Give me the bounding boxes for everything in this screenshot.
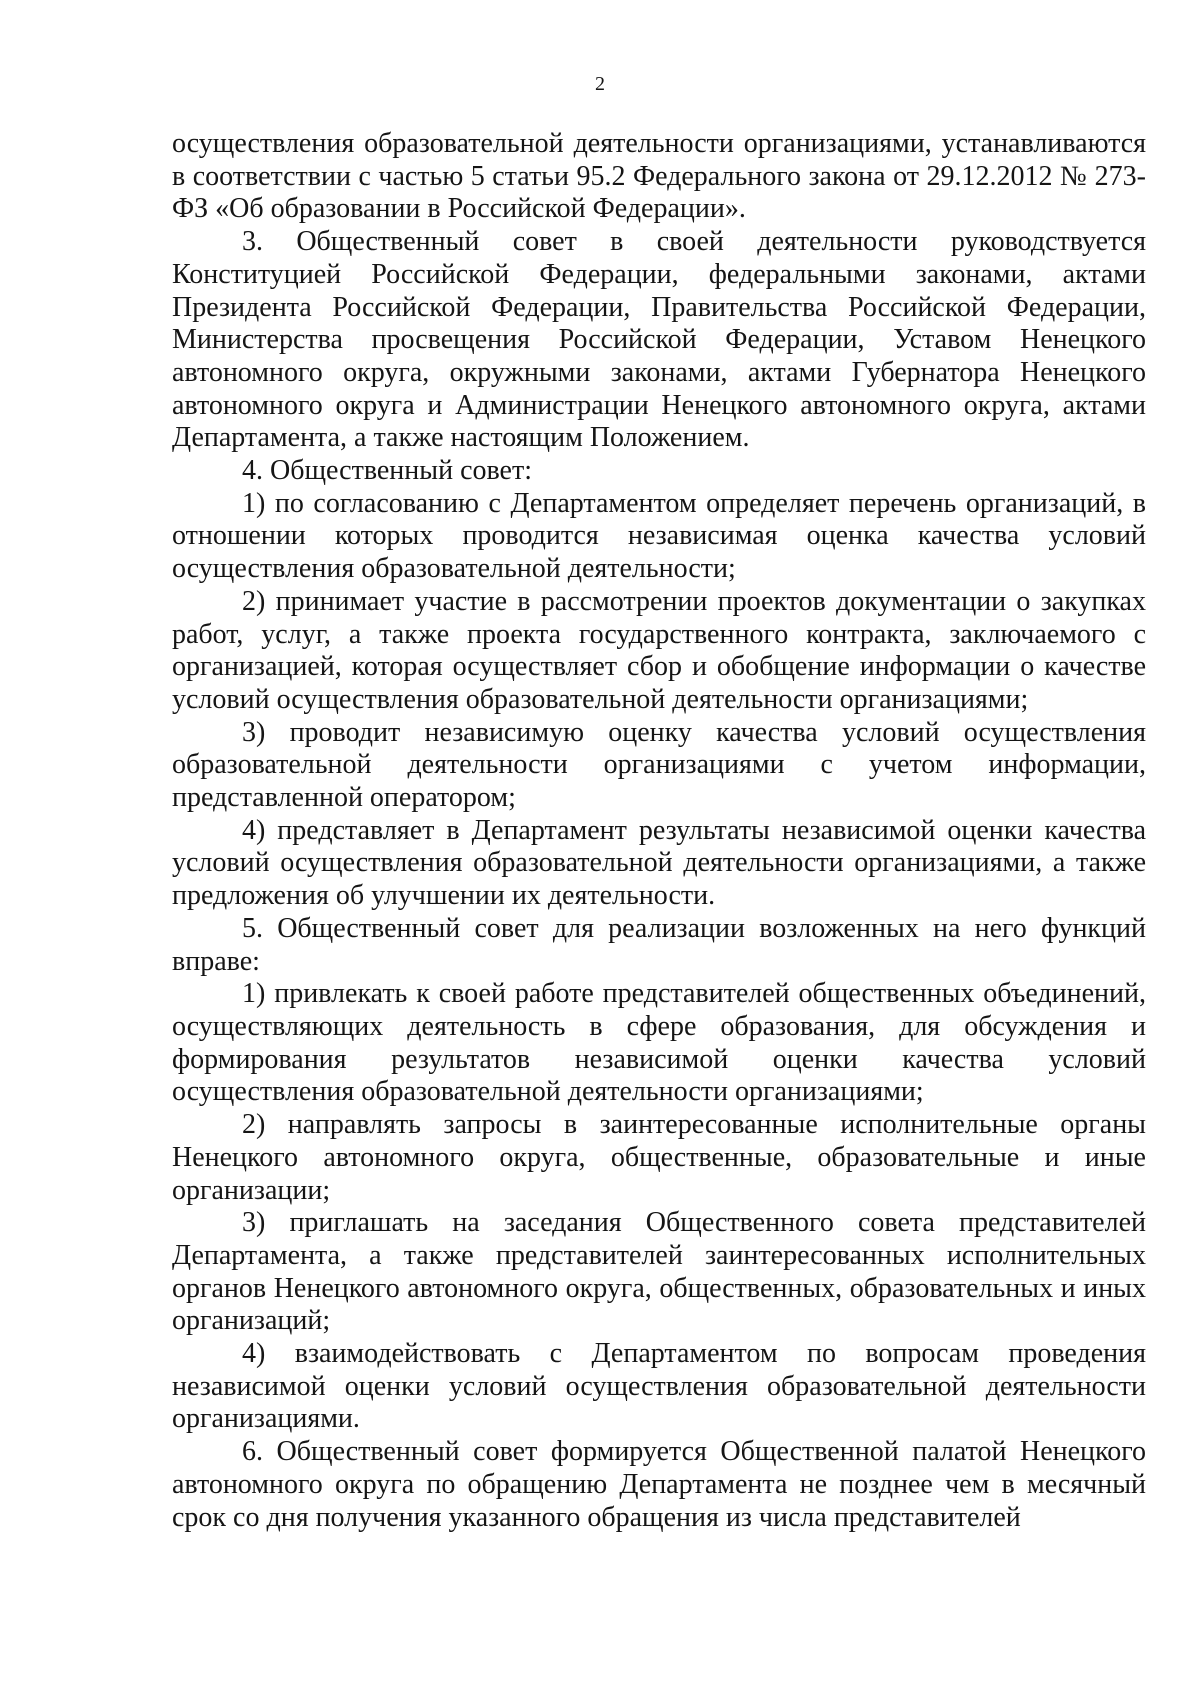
document-body <box>172 128 1146 1534</box>
paragraph-item-4-1: 1) по согласованию с Департаментом определяет перечень организаций, в отношении которых проводится независимая оценка качества условий осуществления образовательной деятельности; <box>172 487 1146 585</box>
paragraph-item-3: 3. Общественный совет в своей деятельности руководствуется Конституцией Российской Федерации, федеральными законами, актами Президента Российской Федерации, Правительства Российской Федерации, Министерства просвещения Российской Федерации, Уставом Ненецкого автономного округа, окружными законами, актами Губернатора Ненецкого автономного округа и Администрации Ненецкого автономного округа, актами Департамента, а также настоящим Положением. <box>172 226 1146 454</box>
paragraph-item-5-4: 4) взаимодействовать с Департаментом по вопросам проведения независимой оценки условий осуществления образовательной деятельности организациями. <box>172 1338 1146 1435</box>
paragraph-item-5-3: 3) приглашать на заседания Общественного совета представителей Департамента, а также представителей заинтересованных исполнительных органов Ненецкого автономного округа, общественных, образовательных и иных организаций; <box>172 1207 1146 1337</box>
paragraph-item-5-1: 1) привлекать к своей работе представителей общественных объединений, осуществляющих деятельность в сфере образования, для обсуждения и формирования результатов независимой оценки качества условий осуществления образовательной деятельности организациями; <box>172 978 1146 1108</box>
paragraph-item-4-4: 4) представляет в Департамент результаты независимой оценки качества условий осуществления образовательной деятельности организациями, а также предложения об улучшении их деятельности. <box>172 814 1146 912</box>
paragraph-item-4: 4. Общественный совет: <box>242 455 532 487</box>
paragraph-item-5-2: 2) направлять запросы в заинтересованные исполнительные органы Ненецкого автономного округа, общественные, образовательные и иные организации; <box>172 1109 1146 1206</box>
page-number: 2 <box>595 73 605 95</box>
paragraph-continuation: осуществления образовательной деятельности организациями, устанавливаются в соответствии с частью 5 статьи 95.2 Федерального закона от 29.12.2012 № 273-ФЗ «Об образовании в Российской Федерации». <box>172 128 1146 225</box>
paragraph-item-5: 5. Общественный совет для реализации возложенных на него функций вправе: <box>172 912 1146 977</box>
paragraph-item-6: 6. Общественный совет формируется Общественной палатой Ненецкого автономного округа по обращению Департамента не позднее чем в месячный срок со дня получения указанного обращения из числа представителей <box>172 1436 1146 1533</box>
paragraph-item-4-3: 3) проводит независимую оценку качества условий осуществления образовательной деятельности организациями с учетом информации, представленной оператором; <box>172 716 1146 814</box>
paragraph-item-4-2: 2) принимает участие в рассмотрении проектов документации о закупках работ, услуг, а также проекта государственного контракта, заключаемого с организацией, которая осуществляет сбор и обобщение информации о качестве условий осуществления образовательной деятельности организациями; <box>172 585 1146 715</box>
